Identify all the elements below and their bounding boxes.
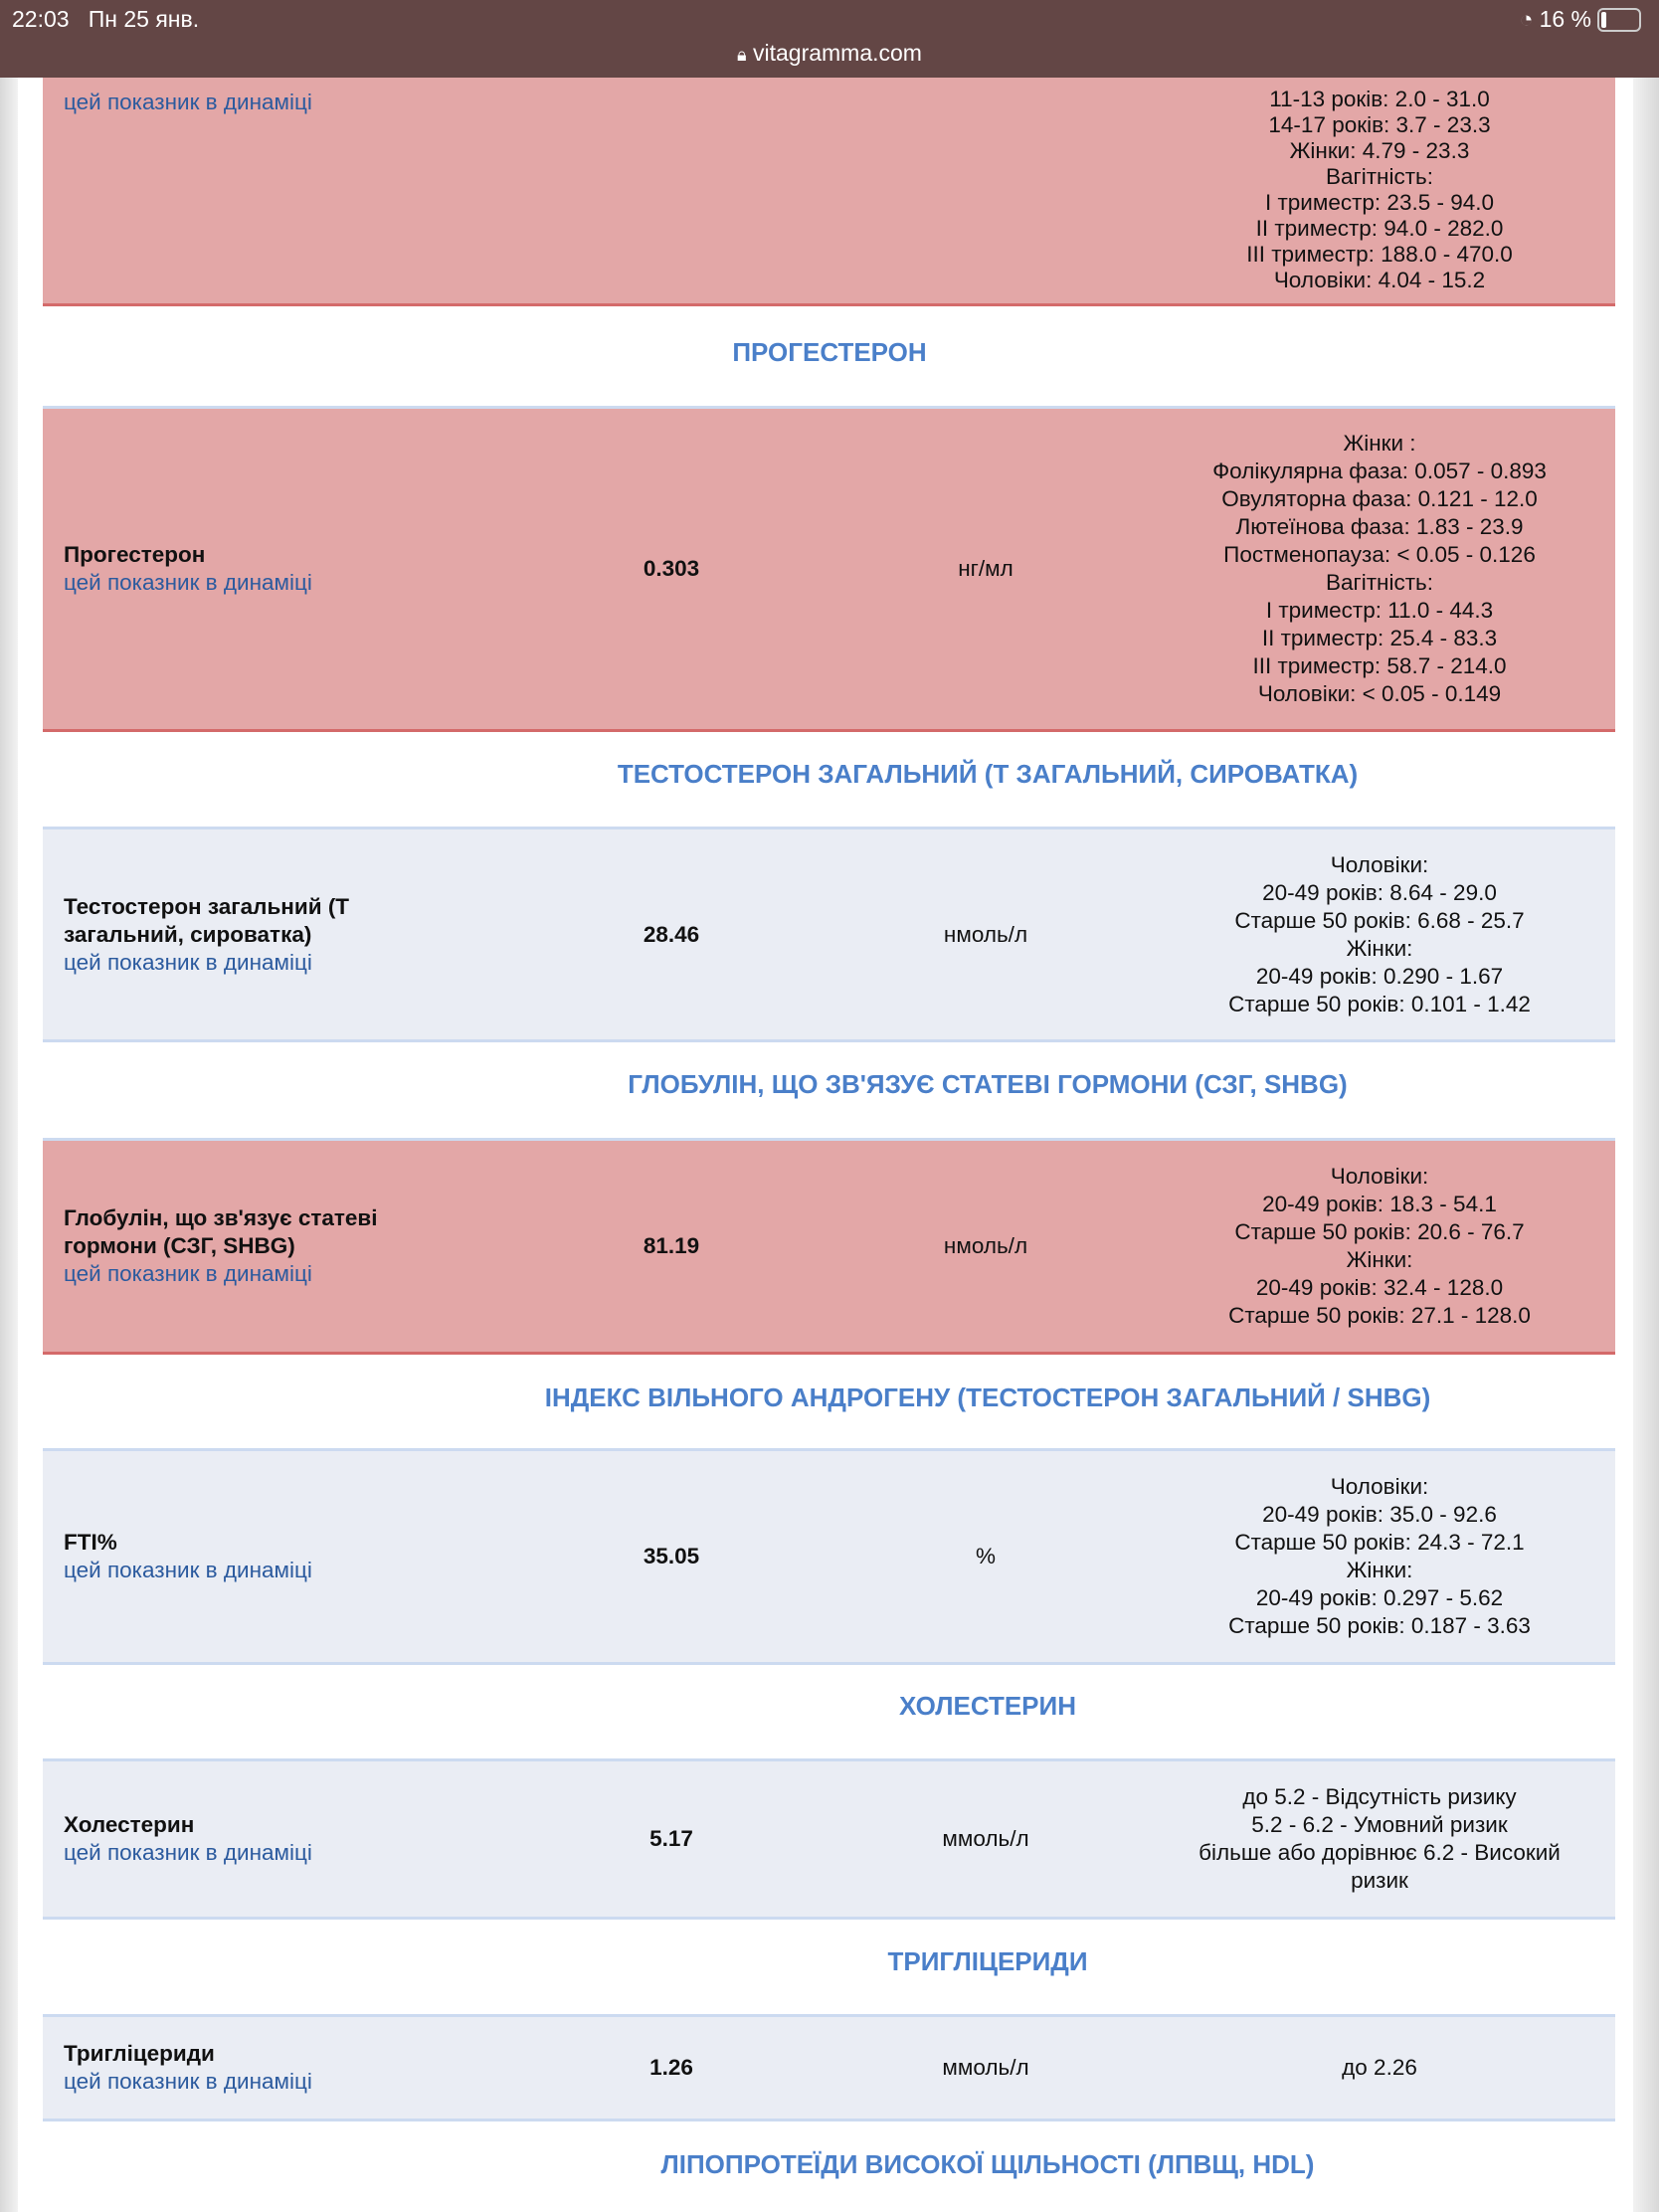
norm-line: Жінки:	[1346, 1247, 1413, 1272]
reference-range	[1181, 409, 1578, 729]
norm-line: Жінки :	[1343, 431, 1416, 456]
battery-percent: 16 %	[1539, 6, 1591, 32]
norm-line: Жінки:	[1346, 935, 1413, 961]
norm-line: 20-49 років: 35.0 - 92.6	[1262, 1502, 1497, 1527]
result-unit: ммоль/л	[942, 1826, 1029, 1851]
norm-line: 11-13 років: 2.0 - 31.0	[1269, 87, 1490, 111]
result-row	[43, 1448, 1615, 1665]
norm-line: Чоловіки:	[1330, 851, 1429, 877]
result-row	[43, 406, 1615, 732]
status-time: 22:03 Пн 25 янв.	[12, 6, 200, 32]
test-name-cell	[64, 2017, 461, 2119]
test-name-cell	[64, 1761, 461, 1917]
test-name: Тригліцериди	[64, 2041, 215, 2066]
norm-line: Жінки: 4.79 - 23.3	[1289, 138, 1470, 163]
result-value: 1.26	[649, 2055, 693, 2080]
norm-line: Постменопауза: < 0.05 - 0.126	[1223, 542, 1536, 567]
test-name-cell	[64, 409, 461, 729]
norm-line: Старше 50 років: 20.6 - 76.7	[1234, 1219, 1525, 1244]
norm-line: 20-49 років: 18.3 - 54.1	[1262, 1192, 1497, 1216]
lock-icon: 🔒︎	[737, 45, 747, 65]
test-name: FTI%	[64, 1530, 117, 1555]
norm-line: II триместр: 94.0 - 282.0	[1255, 216, 1504, 241]
norm-line: Чоловіки: 4.04 - 15.2	[1273, 268, 1486, 292]
result-row	[43, 1138, 1615, 1355]
reference-range	[1181, 1451, 1578, 1662]
address-bar[interactable]	[0, 40, 1659, 67]
test-name-cell	[64, 1141, 461, 1352]
norm-line: 20-49 років: 0.290 - 1.67	[1255, 963, 1504, 989]
result-unit: нмоль/л	[943, 921, 1028, 947]
reference-range	[1181, 1141, 1578, 1352]
result-value: 35.05	[643, 1544, 700, 1568]
norm-line: Овуляторна фаза: 0.121 - 12.0	[1221, 486, 1538, 511]
norm-line: II триместр: 25.4 - 83.3	[1261, 626, 1498, 650]
test-name: Холестерин	[64, 1812, 195, 1837]
test-name: Тестостерон загальний (Т загальний, сироватка)	[64, 893, 350, 947]
result-row	[43, 827, 1615, 1042]
result-row	[43, 2014, 1615, 2121]
norm-line: Лютеїнова фаза: 1.83 - 23.9	[1235, 514, 1524, 539]
norm-line: Старше 50 років: 0.101 - 1.42	[1228, 991, 1531, 1016]
reference-range	[1181, 830, 1578, 1039]
dynamics-link[interactable]: цей показник в динаміці	[64, 90, 312, 114]
url-text: vitagramma.com	[752, 40, 922, 66]
norm-line: III триместр: 58.7 - 214.0	[1252, 653, 1507, 678]
reference-range	[1181, 2017, 1578, 2119]
norm-line: Фолікулярна фаза: 0.057 - 0.893	[1212, 459, 1547, 483]
test-name: Глобулін, що зв'язує статеві гормони (СЗГ, SHBG)	[64, 1205, 378, 1258]
result-value: 81.19	[643, 1233, 700, 1258]
dynamics-link[interactable]: цей показник в динаміці	[64, 1558, 312, 1582]
result-unit: ммоль/л	[942, 2055, 1029, 2080]
norm-line: Старше 50 років: 0.187 - 3.63	[1228, 1613, 1531, 1638]
battery-icon	[1597, 8, 1641, 32]
reference-range	[1181, 1761, 1578, 1917]
norm-line: Старше 50 років: 27.1 - 128.0	[1228, 1303, 1531, 1328]
norm-line: 20-49 років: 32.4 - 128.0	[1255, 1275, 1504, 1300]
norm-line: III триместр: 188.0 - 470.0	[1246, 242, 1513, 267]
status-right	[1520, 6, 1641, 33]
result-value: 28.46	[643, 921, 700, 947]
norm-line: до 5.2 - Відсутність ризику	[1242, 1784, 1517, 1809]
result-value: 0.303	[643, 556, 700, 581]
section-title: ГЛОБУЛІН, ЩО ЗВ'ЯЗУЄ СТАТЕВІ ГОРМОНИ (СЗГ, SHBG)	[628, 1069, 1348, 1099]
norm-line: 14-17 років: 3.7 - 23.3	[1268, 112, 1491, 137]
norm-line: I триместр: 23.5 - 94.0	[1264, 190, 1495, 215]
dynamics-link[interactable]: цей показник в динаміці	[64, 570, 312, 595]
result-value: 5.17	[649, 1826, 693, 1851]
dynamics-link[interactable]: цей показник в динаміці	[64, 2069, 312, 2094]
section-title: ТРИГЛІЦЕРИДИ	[887, 1946, 1088, 1976]
test-name-cell	[64, 1451, 461, 1662]
result-row	[43, 1758, 1615, 1920]
section-title: ТЕСТОСТЕРОН ЗАГАЛЬНИЙ (Т ЗАГАЛЬНИЙ, СИРОВАТКА)	[617, 759, 1359, 789]
norm-line: Чоловіки:	[1330, 1164, 1429, 1189]
test-name: Прогестерон	[64, 542, 206, 567]
result-unit: нг/мл	[958, 556, 1014, 581]
norm-line: Вагітність:	[1326, 570, 1433, 595]
norm-line: до 2.26	[1342, 2055, 1417, 2080]
dynamics-link[interactable]: цей показник в динаміці	[64, 1261, 312, 1286]
norm-line: Старше 50 років: 24.3 - 72.1	[1234, 1530, 1525, 1555]
test-name-cell	[64, 830, 461, 1039]
dynamics-link[interactable]: цей показник в динаміці	[64, 1840, 312, 1865]
norm-line: 20-49 років: 8.64 - 29.0	[1262, 879, 1497, 905]
section-title: ЛІПОПРОТЕЇДИ ВИСОКОЇ ЩІЛЬНОСТІ (ЛПВЩ, HDL)	[660, 2149, 1315, 2179]
norm-line: Чоловіки: < 0.05 - 0.149	[1257, 681, 1502, 706]
section-title: ПРОГЕСТЕРОН	[732, 337, 927, 367]
dynamics-link[interactable]: цей показник в динаміці	[64, 949, 312, 975]
page-edge-left	[0, 0, 18, 2212]
norm-line: Чоловіки:	[1330, 1474, 1429, 1499]
norm-line: Жінки:	[1346, 1558, 1413, 1582]
norm-line: I триместр: 11.0 - 44.3	[1265, 598, 1494, 623]
norm-line: Старше 50 років: 6.68 - 25.7	[1234, 907, 1525, 933]
norm-line: 5.2 - 6.2 - Умовний ризик	[1251, 1812, 1508, 1837]
section-title: ХОЛЕСТЕРИН	[899, 1691, 1076, 1721]
section-title: ІНДЕКС ВІЛЬНОГО АНДРОГЕНУ (ТЕСТОСТЕРОН ЗАГАЛЬНИЙ / SHBG)	[544, 1382, 1431, 1412]
result-unit: нмоль/л	[943, 1233, 1028, 1258]
wifi-icon: ◔	[1519, 6, 1534, 32]
result-unit: %	[975, 1544, 996, 1568]
norm-line: Вагітність:	[1326, 164, 1433, 189]
norm-line: 20-49 років: 0.297 - 5.62	[1255, 1585, 1504, 1610]
status-bar	[0, 0, 1659, 78]
page-edge-right	[1633, 0, 1659, 2212]
norm-line: більше або дорівнює 6.2 - Високий ризик	[1198, 1840, 1561, 1893]
